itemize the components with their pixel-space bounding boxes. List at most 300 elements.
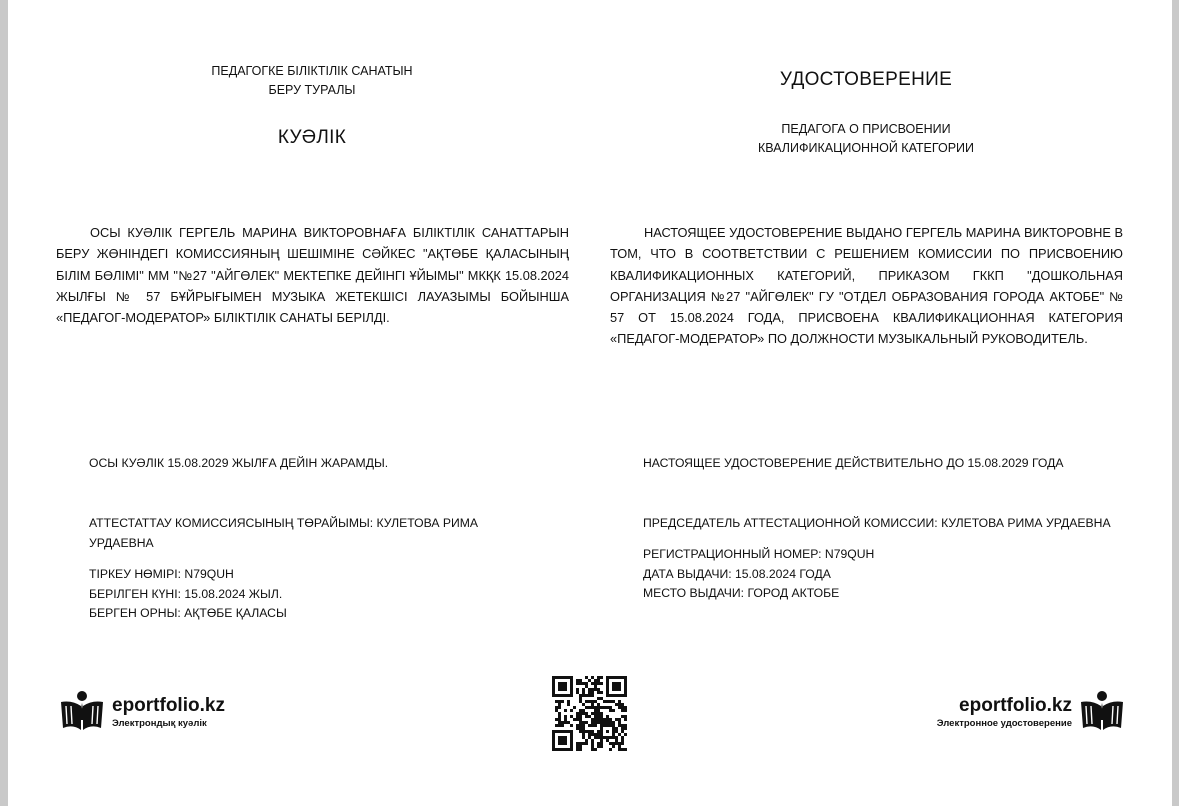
qr-module <box>579 694 582 697</box>
qr-module <box>624 748 627 751</box>
kz-logo-name: eportfolio.kz <box>112 695 225 716</box>
qr-module <box>570 688 573 691</box>
qr-module <box>600 733 603 736</box>
qr-module <box>591 718 594 721</box>
qr-module <box>615 676 618 679</box>
certificate-page <box>8 0 1172 806</box>
qr-module <box>558 706 561 709</box>
qr-module <box>609 709 612 712</box>
qr-module <box>552 676 555 679</box>
qr-module <box>582 736 585 739</box>
ru-issue-place: МЕСТО ВЫДАЧИ: ГОРОД АКТОБЕ <box>643 586 840 600</box>
qr-module <box>552 736 555 739</box>
qr-module <box>579 727 582 730</box>
kz-logo-subtitle: Электрондық куәлік <box>112 718 207 729</box>
qr-module <box>579 700 582 703</box>
qr-module <box>609 700 612 703</box>
qr-module <box>597 742 600 745</box>
qr-module <box>612 709 615 712</box>
qr-module <box>618 721 621 724</box>
qr-module <box>552 730 555 733</box>
qr-module <box>624 682 627 685</box>
qr-module <box>600 730 603 733</box>
qr-module <box>597 709 600 712</box>
qr-module <box>558 700 561 703</box>
qr-module <box>561 739 564 742</box>
qr-module <box>624 715 627 718</box>
qr-module <box>597 721 600 724</box>
qr-module <box>597 718 600 721</box>
qr-module <box>606 676 609 679</box>
qr-module <box>600 691 603 694</box>
qr-module <box>621 724 624 727</box>
qr-module <box>552 733 555 736</box>
qr-module <box>624 694 627 697</box>
qr-module <box>621 742 624 745</box>
qr-module <box>594 682 597 685</box>
book-reader-icon <box>58 690 106 734</box>
qr-module <box>576 727 579 730</box>
qr-module <box>582 709 585 712</box>
qr-module <box>606 691 609 694</box>
qr-module <box>588 715 591 718</box>
qr-module <box>600 697 603 700</box>
qr-module <box>612 736 615 739</box>
ru-registration-block <box>643 545 1143 604</box>
qr-module <box>600 727 603 730</box>
kz-heading <box>120 62 504 100</box>
qr-module <box>618 688 621 691</box>
qr-module <box>552 688 555 691</box>
ru-validity: НАСТОЯЩЕЕ УДОСТОВЕРЕНИЕ ДЕЙСТВИТЕЛЬНО ДО 15.08.2029 ГОДА <box>643 456 1064 470</box>
qr-module <box>585 721 588 724</box>
qr-module <box>621 730 624 733</box>
qr-module <box>588 700 591 703</box>
qr-module <box>561 724 564 727</box>
kz-chairman-line2: УРДАЕВНА <box>89 535 154 550</box>
qr-module <box>609 724 612 727</box>
qr-module <box>582 724 585 727</box>
qr-module <box>558 742 561 745</box>
qr-module <box>558 718 561 721</box>
qr-module <box>558 730 561 733</box>
qr-module <box>570 745 573 748</box>
qr-module <box>576 724 579 727</box>
qr-module <box>606 730 609 733</box>
qr-module <box>591 712 594 715</box>
qr-module <box>561 688 564 691</box>
qr-module <box>621 736 624 739</box>
qr-module <box>576 745 579 748</box>
qr-module <box>612 742 615 745</box>
qr-module <box>624 718 627 721</box>
qr-module <box>552 679 555 682</box>
qr-module <box>570 748 573 751</box>
qr-module <box>594 709 597 712</box>
qr-module <box>585 712 588 715</box>
qr-module <box>606 694 609 697</box>
qr-module <box>558 676 561 679</box>
qr-module <box>609 742 612 745</box>
qr-module <box>576 715 579 718</box>
qr-module <box>615 688 618 691</box>
qr-module <box>552 694 555 697</box>
qr-module <box>600 682 603 685</box>
kz-chairman <box>89 514 569 553</box>
qr-module <box>570 739 573 742</box>
qr-module <box>588 706 591 709</box>
qr-module <box>585 685 588 688</box>
qr-module <box>576 691 579 694</box>
qr-module <box>621 706 624 709</box>
qr-module <box>618 745 621 748</box>
kz-chairman-line1: АТТЕСТАТТАУ КОМИССИЯСЫНЫҢ ТӨРАЙЫМЫ: КУЛЕТОВА РИМА <box>89 516 479 530</box>
qr-module <box>609 706 612 709</box>
qr-module <box>618 724 621 727</box>
qr-module <box>570 682 573 685</box>
qr-module <box>612 721 615 724</box>
qr-module <box>612 733 615 736</box>
qr-module <box>579 715 582 718</box>
qr-module <box>615 727 618 730</box>
qr-module <box>591 703 594 706</box>
qr-module <box>612 694 615 697</box>
qr-module <box>561 721 564 724</box>
qr-module <box>579 712 582 715</box>
qr-module <box>612 727 615 730</box>
qr-module <box>558 694 561 697</box>
qr-module <box>555 718 558 721</box>
qr-module <box>618 703 621 706</box>
qr-module <box>597 712 600 715</box>
qr-module <box>600 742 603 745</box>
qr-module <box>588 733 591 736</box>
qr-module <box>612 745 615 748</box>
kz-logo <box>58 690 258 734</box>
qr-module <box>564 730 567 733</box>
qr-module <box>561 748 564 751</box>
qr-module <box>594 748 597 751</box>
qr-module <box>594 685 597 688</box>
qr-module <box>594 712 597 715</box>
qr-module <box>612 676 615 679</box>
qr-module <box>600 718 603 721</box>
qr-module <box>582 682 585 685</box>
qr-module <box>579 748 582 751</box>
qr-code <box>552 676 627 751</box>
qr-module <box>621 694 624 697</box>
qr-module <box>618 676 621 679</box>
qr-module <box>609 736 612 739</box>
qr-module <box>606 706 609 709</box>
qr-module <box>609 718 612 721</box>
qr-module <box>606 715 609 718</box>
ru-logo-subtitle: Электронное удостоверение <box>936 718 1072 729</box>
qr-module <box>579 682 582 685</box>
qr-module <box>558 703 561 706</box>
qr-module <box>615 730 618 733</box>
qr-module <box>576 712 579 715</box>
qr-module <box>588 730 591 733</box>
qr-module <box>597 691 600 694</box>
qr-module <box>576 679 579 682</box>
qr-module <box>594 724 597 727</box>
qr-module <box>579 730 582 733</box>
qr-module <box>561 742 564 745</box>
qr-module <box>603 736 606 739</box>
kz-issue-date: БЕРІЛГЕН КҮНІ: 15.08.2024 ЖЫЛ. <box>89 586 283 601</box>
qr-module <box>591 745 594 748</box>
qr-module <box>576 688 579 691</box>
qr-module <box>585 730 588 733</box>
qr-module <box>552 685 555 688</box>
qr-module <box>594 718 597 721</box>
qr-module <box>570 685 573 688</box>
qr-module <box>585 715 588 718</box>
qr-module <box>621 676 624 679</box>
qr-module <box>606 718 609 721</box>
qr-module <box>585 739 588 742</box>
qr-code-image <box>552 676 627 751</box>
kz-title: КУӘЛІК <box>277 127 347 148</box>
qr-module <box>579 745 582 748</box>
qr-module <box>585 742 588 745</box>
qr-module <box>555 694 558 697</box>
qr-module <box>561 682 564 685</box>
ru-reg-number: РЕГИСТРАЦИОННЫЙ НОМЕР: N79QUH <box>643 547 875 561</box>
qr-module <box>591 700 594 703</box>
qr-module <box>594 706 597 709</box>
qr-module <box>600 712 603 715</box>
qr-module <box>597 715 600 718</box>
qr-module <box>615 703 618 706</box>
qr-module <box>585 682 588 685</box>
qr-module <box>615 736 618 739</box>
qr-module <box>621 715 624 718</box>
qr-module <box>567 676 570 679</box>
qr-module <box>576 682 579 685</box>
qr-module <box>555 706 558 709</box>
qr-module <box>567 703 570 706</box>
qr-module <box>594 721 597 724</box>
qr-module <box>603 700 606 703</box>
qr-module <box>555 724 558 727</box>
qr-module <box>558 712 561 715</box>
qr-module <box>618 748 621 751</box>
qr-module <box>600 724 603 727</box>
qr-module <box>591 694 594 697</box>
qr-module <box>612 688 615 691</box>
qr-module <box>567 700 570 703</box>
qr-module <box>558 682 561 685</box>
qr-module <box>594 715 597 718</box>
qr-module <box>615 718 618 721</box>
kz-validity: ОСЫ КУӘЛІК 15.08.2029 ЖЫЛҒА ДЕЙІН ЖАРАМДЫ. <box>89 456 389 470</box>
qr-module <box>600 736 603 739</box>
qr-module <box>597 706 600 709</box>
qr-module <box>558 721 561 724</box>
qr-module <box>588 736 591 739</box>
qr-module <box>570 724 573 727</box>
qr-module <box>603 706 606 709</box>
qr-module <box>618 700 621 703</box>
qr-module <box>570 709 573 712</box>
qr-module <box>600 715 603 718</box>
qr-module <box>555 709 558 712</box>
qr-module <box>579 679 582 682</box>
qr-module <box>558 688 561 691</box>
qr-module <box>597 703 600 706</box>
qr-module <box>579 697 582 700</box>
qr-module <box>561 694 564 697</box>
kz-reg-number: ТІРКЕУ НӨМІРІ: N79QUH <box>89 567 234 581</box>
qr-module <box>600 706 603 709</box>
qr-module <box>624 724 627 727</box>
qr-module <box>567 730 570 733</box>
qr-module <box>597 679 600 682</box>
qr-module <box>624 679 627 682</box>
qr-module <box>576 742 579 745</box>
book-reader-icon <box>1078 690 1126 734</box>
qr-module <box>600 721 603 724</box>
qr-module <box>582 730 585 733</box>
qr-module <box>615 742 618 745</box>
qr-module <box>555 676 558 679</box>
qr-module <box>582 691 585 694</box>
qr-module <box>582 721 585 724</box>
ru-chairman: ПРЕДСЕДАТЕЛЬ АТТЕСТАЦИОННОЙ КОМИССИИ: КУЛЕТОВА РИМА УРДАЕВНА <box>643 516 1111 530</box>
qr-module <box>588 694 591 697</box>
qr-module <box>624 688 627 691</box>
qr-module <box>624 676 627 679</box>
ru-heading <box>666 120 1066 158</box>
qr-module <box>597 682 600 685</box>
qr-module <box>615 685 618 688</box>
qr-module <box>609 721 612 724</box>
qr-module <box>591 706 594 709</box>
qr-module <box>609 694 612 697</box>
qr-module <box>588 688 591 691</box>
qr-module <box>552 739 555 742</box>
ru-logo-name: eportfolio.kz <box>959 695 1072 716</box>
qr-module <box>591 730 594 733</box>
qr-module <box>585 706 588 709</box>
qr-module <box>573 718 576 721</box>
qr-module <box>564 709 567 712</box>
qr-module <box>621 739 624 742</box>
qr-module <box>579 709 582 712</box>
qr-module <box>591 688 594 691</box>
qr-module <box>606 739 609 742</box>
qr-module <box>552 748 555 751</box>
ru-body-text: НАСТОЯЩЕЕ УДОСТОВЕРЕНИЕ ВЫДАНО ГЕРГЕЛЬ МАРИНА ВИКТОРОВНЕ В ТОМ, ЧТО В СООТВЕТСТВИИ С РЕШЕНИЕМ КОМИССИИ ПО ПРИСВОЕНИЮ КВАЛИФИКАЦИОННЫХ КАТЕГОРИЙ, ПРИКАЗОМ ГККП "ДОШКОЛЬНАЯ ОРГАНИЗАЦИЯ №27 "АЙГӨЛЕК" ГУ "ОТДЕЛ ОБРАЗОВАНИЯ ГОРОДА АКТОБЕ" № 57 ОТ 15.08.2024 ГОДА, ПРИСВОЕНА КВАЛИФИКАЦИОННАЯ КАТЕГОРИЯ «ПЕДАГОГ-МОДЕРАТОР» ПО ДОЛЖНОСТИ МУЗЫКАЛЬНЫЙ РУКОВОДИТЕЛЬ. <box>610 225 1123 347</box>
qr-module <box>603 724 606 727</box>
qr-module <box>564 694 567 697</box>
qr-module <box>606 679 609 682</box>
qr-module <box>579 724 582 727</box>
qr-module <box>594 679 597 682</box>
qr-module <box>618 733 621 736</box>
qr-module <box>591 748 594 751</box>
qr-module <box>615 739 618 742</box>
qr-module <box>597 745 600 748</box>
qr-module <box>621 709 624 712</box>
qr-module <box>588 679 591 682</box>
qr-module <box>603 721 606 724</box>
qr-module <box>552 745 555 748</box>
qr-module <box>558 724 561 727</box>
qr-module <box>570 730 573 733</box>
qr-module <box>606 700 609 703</box>
qr-module <box>558 736 561 739</box>
qr-module <box>612 685 615 688</box>
qr-module <box>564 715 567 718</box>
qr-module <box>618 682 621 685</box>
qr-module <box>597 730 600 733</box>
qr-module <box>591 682 594 685</box>
kz-issue-place: БЕРГЕН ОРНЫ: АҚТӨБЕ ҚАЛАСЫ <box>89 606 287 620</box>
qr-module <box>555 748 558 751</box>
qr-module <box>564 718 567 721</box>
qr-module <box>558 685 561 688</box>
qr-module <box>570 676 573 679</box>
qr-module <box>570 691 573 694</box>
qr-module <box>561 730 564 733</box>
kz-heading-line1: ПЕДАГОГКЕ БІЛІКТІЛІК САНАТЫН <box>211 64 413 78</box>
qr-module <box>570 715 573 718</box>
qr-module <box>612 730 615 733</box>
qr-module <box>621 703 624 706</box>
qr-module <box>558 739 561 742</box>
qr-module <box>624 727 627 730</box>
qr-module <box>570 679 573 682</box>
ru-heading-line1: ПЕДАГОГА О ПРИСВОЕНИИ <box>781 122 951 136</box>
qr-module <box>570 736 573 739</box>
qr-module <box>591 676 594 679</box>
qr-module <box>597 697 600 700</box>
qr-module <box>582 742 585 745</box>
qr-module <box>552 691 555 694</box>
qr-module <box>606 682 609 685</box>
qr-module <box>573 706 576 709</box>
qr-module <box>564 742 567 745</box>
qr-module <box>615 682 618 685</box>
qr-module <box>582 688 585 691</box>
qr-module <box>570 742 573 745</box>
qr-module <box>561 700 564 703</box>
qr-module <box>597 688 600 691</box>
qr-module <box>597 676 600 679</box>
qr-module <box>618 742 621 745</box>
qr-module <box>582 727 585 730</box>
qr-module <box>609 748 612 751</box>
qr-module <box>591 721 594 724</box>
qr-module <box>585 694 588 697</box>
qr-module <box>600 739 603 742</box>
qr-module <box>594 736 597 739</box>
qr-module <box>555 700 558 703</box>
qr-module <box>564 748 567 751</box>
qr-module <box>552 682 555 685</box>
qr-module <box>597 733 600 736</box>
qr-module <box>597 736 600 739</box>
qr-module <box>564 685 567 688</box>
qr-module <box>594 733 597 736</box>
kz-registration-block <box>89 565 569 624</box>
qr-module <box>618 718 621 721</box>
qr-module <box>618 685 621 688</box>
qr-module <box>609 676 612 679</box>
